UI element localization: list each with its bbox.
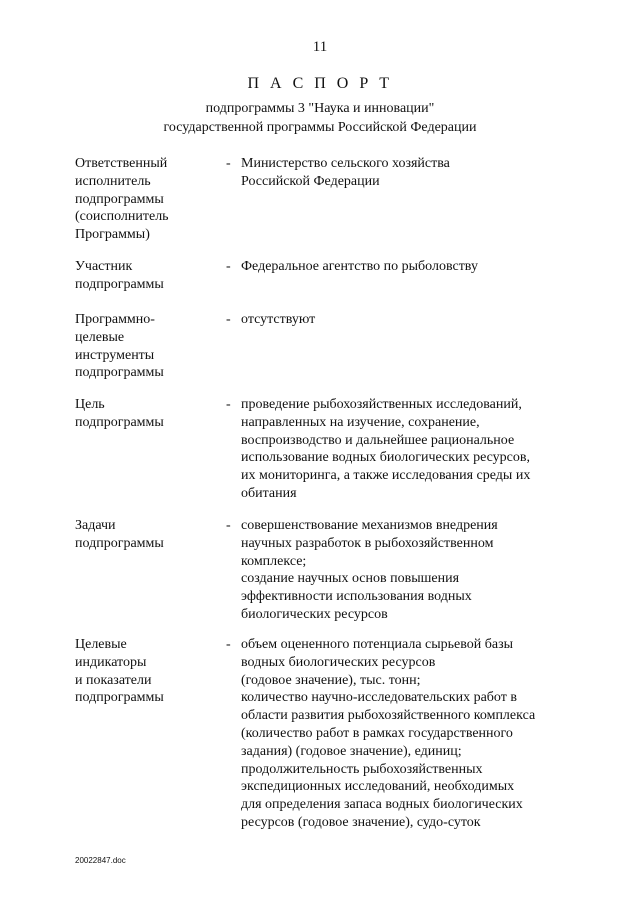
value-line: объем оцененного потенциала сырьевой базы	[241, 637, 514, 652]
value-line: области развития рыбохозяйственного комплекса	[241, 708, 536, 724]
label-line: и показатели	[75, 672, 152, 688]
value-line: водных биологических ресурсов	[241, 654, 436, 670]
value-line: их мониторинга, а также исследования среды их	[241, 468, 531, 484]
document-title: П А С П О Р Т	[247, 75, 393, 92]
document-subtitle	[0, 99, 640, 137]
label-line: инструменты	[75, 347, 155, 363]
value-line: для определения запаса водных биологических	[241, 797, 523, 813]
label-line: Целевые	[75, 637, 127, 652]
label-line: Ответственный	[75, 156, 168, 171]
page-number: 11	[312, 39, 328, 55]
row-label	[75, 258, 215, 294]
label-line: Цель	[75, 397, 105, 412]
row-label	[75, 517, 215, 553]
row-label	[75, 155, 215, 244]
row-dash: -	[226, 518, 231, 533]
value-line: проведение рыбохозяйственных исследований,	[241, 397, 522, 412]
label-line: (соисполнитель	[75, 209, 169, 225]
row-value	[241, 155, 571, 191]
subtitle-line: государственной программы Российской Федерации	[163, 120, 477, 135]
row-value	[241, 258, 571, 276]
value-line: (годовое значение), тыс. тонн;	[241, 672, 421, 688]
label-line: исполнитель	[75, 173, 151, 189]
row-dash: -	[226, 312, 231, 327]
value-line: использование водных биологических ресурсов,	[241, 450, 530, 466]
row-dash: -	[226, 397, 231, 412]
value-line: продолжительность рыбохозяйственных	[241, 761, 483, 777]
label-line: подпрограммы	[75, 365, 164, 381]
value-line: ресурсов (годовое значение), судо-суток	[241, 814, 481, 830]
value-line: отсутствуют	[241, 312, 316, 327]
file-name-footer: 20022847.doc	[75, 856, 126, 865]
label-line: Задачи	[75, 518, 116, 533]
row-value	[241, 517, 571, 624]
row-dash: -	[226, 259, 231, 274]
value-line: совершенствование механизмов внедрения	[241, 518, 498, 533]
row-dash: -	[226, 637, 231, 652]
label-line: подпрограммы	[75, 414, 164, 430]
label-line: Программы)	[75, 227, 150, 243]
value-line: количество научно-исследовательских работ в	[241, 690, 517, 706]
row-label	[75, 311, 215, 382]
value-line: комплексе;	[241, 553, 307, 569]
row-dash: -	[226, 156, 231, 171]
value-line: биологических ресурсов	[241, 606, 388, 622]
value-line: Министерство сельского хозяйства	[241, 156, 450, 171]
value-line: эффективности использования водных	[241, 589, 472, 605]
row-value	[241, 636, 571, 832]
row-value	[241, 396, 571, 503]
label-line: подпрограммы	[75, 535, 164, 551]
label-line: подпрограммы	[75, 276, 164, 292]
value-line: Федеральное агентство по рыболовству	[241, 259, 478, 274]
value-line: направленных на изучение, сохранение,	[241, 414, 480, 430]
value-line: (количество работ в рамках государственного	[241, 725, 513, 741]
row-value	[241, 311, 571, 329]
value-line: создание научных основ повышения	[241, 571, 460, 587]
row-label	[75, 636, 215, 707]
label-line: подпрограммы	[75, 690, 164, 706]
label-line: Программно-	[75, 312, 155, 327]
value-line: Российской Федерации	[241, 173, 380, 189]
row-label	[75, 396, 215, 432]
value-line: воспроизводство и дальнейшее рациональное	[241, 432, 515, 448]
label-line: Участник	[75, 259, 133, 274]
label-line: подпрограммы	[75, 191, 164, 207]
value-line: обитания	[241, 485, 297, 501]
subtitle-line: подпрограммы 3 "Наука и инновации"	[205, 101, 435, 116]
label-line: индикаторы	[75, 654, 147, 670]
label-line: целевые	[75, 329, 125, 345]
value-line: научных разработок в рыбохозяйственном	[241, 535, 494, 551]
value-line: задания) (годовое значение), единиц;	[241, 743, 462, 759]
value-line: экспедиционных исследований, необходимых	[241, 779, 515, 795]
